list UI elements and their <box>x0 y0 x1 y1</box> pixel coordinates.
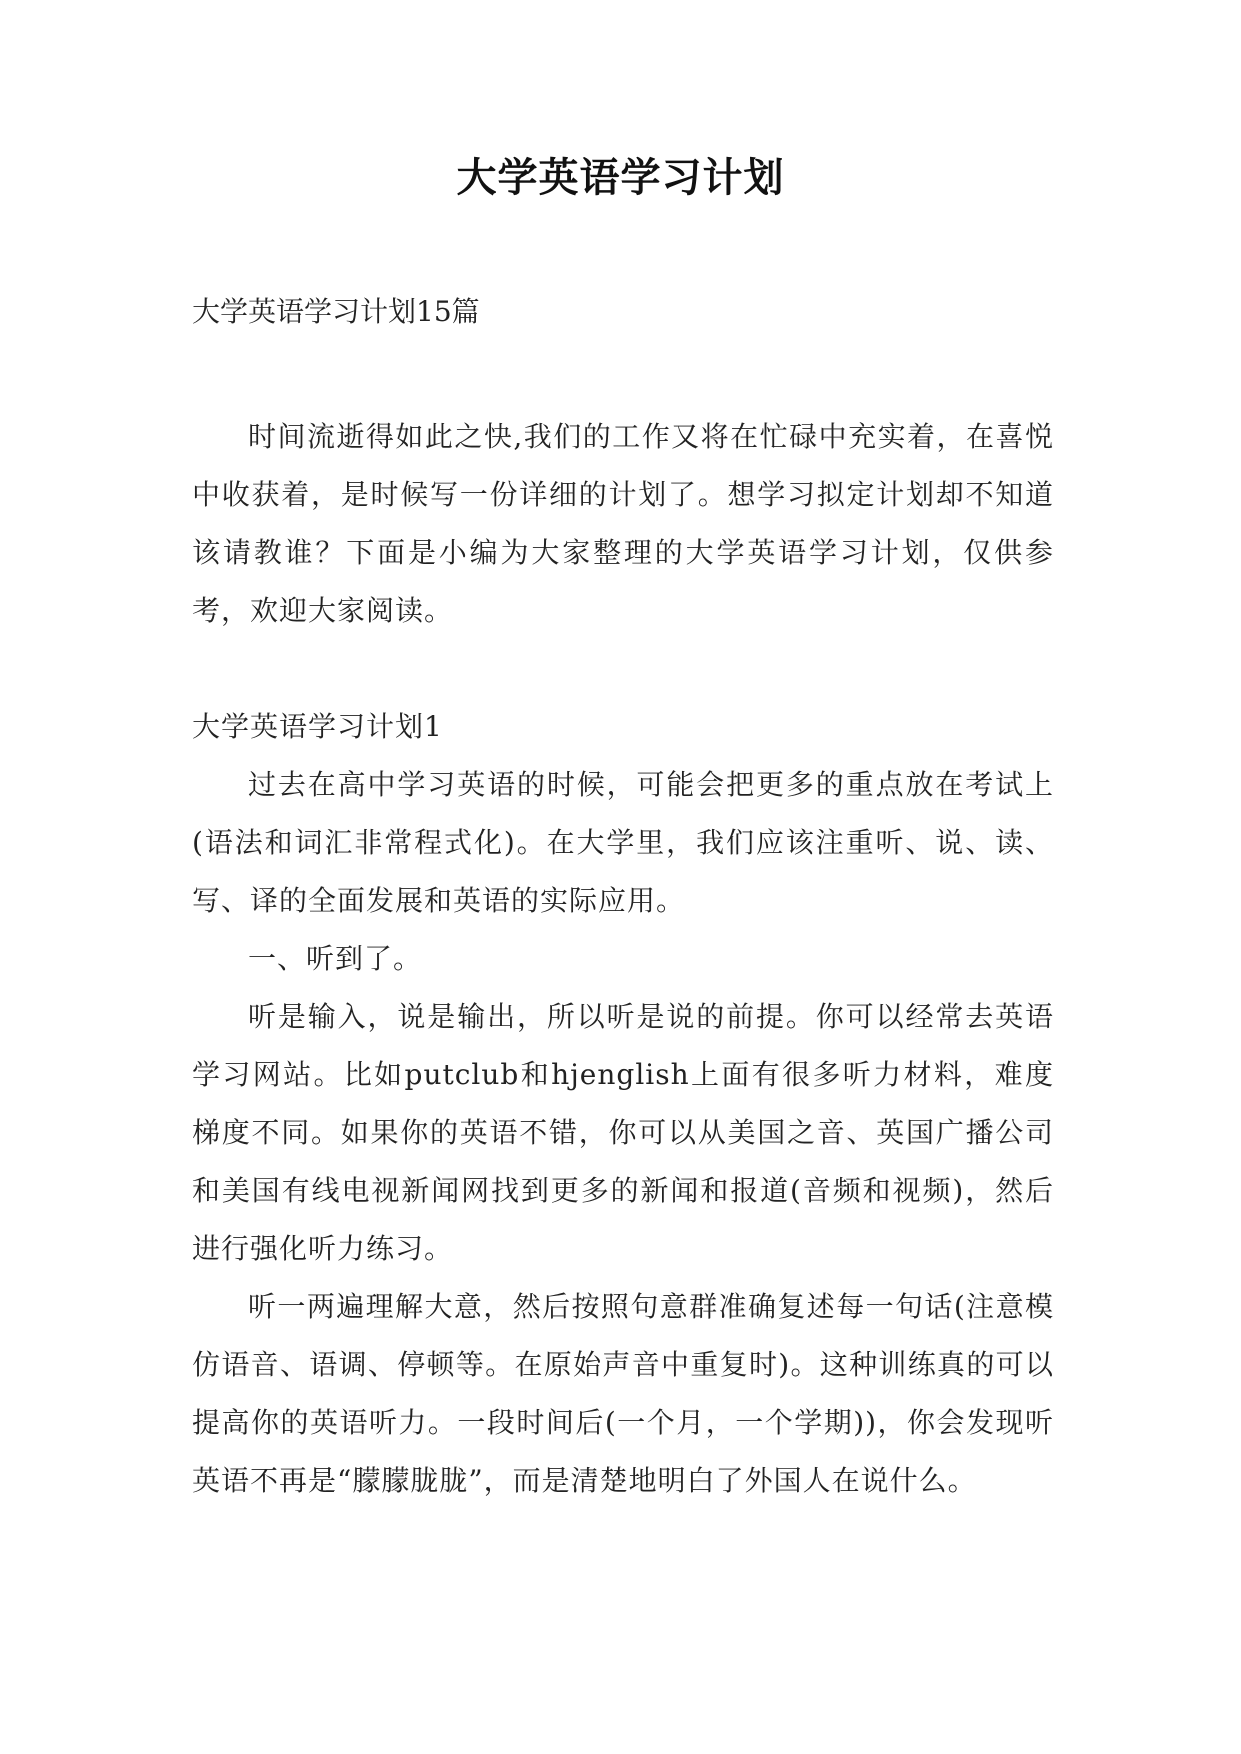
page-title: 大学英语学习计划 <box>456 155 785 201</box>
intro-paragraph: 时间流逝得如此之快,我们的工作又将在忙碌中充实着，在喜悦中收获着，是时候写一份详细的计划了。想学习拟定计划却不知道该请教谁？下面是小编为大家整理的大学英语学习计划，仅供参考，欢迎大家阅读。 <box>192 420 1054 627</box>
paragraph: 听一两遍理解大意，然后按照句意群准确复述每一句话(注意模仿语音、语调、停顿等。在原始声音中重复时)。这种训练真的可以提高你的英语听力。一段时间后(一个月，一个学期))，你会发现听英语不再是“朦朦胧胧”，而是清楚地明白了外国人在说什么。 <box>192 1290 1054 1497</box>
paragraph: 过去在高中学习英语的时候，可能会把更多的重点放在考试上(语法和词汇非常程式化)。在大学里，我们应该注重听、说、读、写、译的全面发展和英语的实际应用。 <box>192 768 1054 917</box>
section-heading: 大学英语学习计划1 <box>192 710 443 743</box>
paragraph: 听是输入，说是输出，所以听是说的前提。你可以经常去英语学习网站。比如putclub和hjenglish上面有很多听力材料，难度梯度不同。如果你的英语不错，你可以从美国之音、英国广播公司和美国有线电视新闻网找到更多的新闻和报道(音频和视频)，然后进行强化听力练习。 <box>192 1000 1054 1265</box>
section-1 <box>192 698 1054 1510</box>
document-subtitle: 大学英语学习计划15篇 <box>192 295 480 328</box>
subheading-listening: 一、听到了。 <box>248 942 423 975</box>
